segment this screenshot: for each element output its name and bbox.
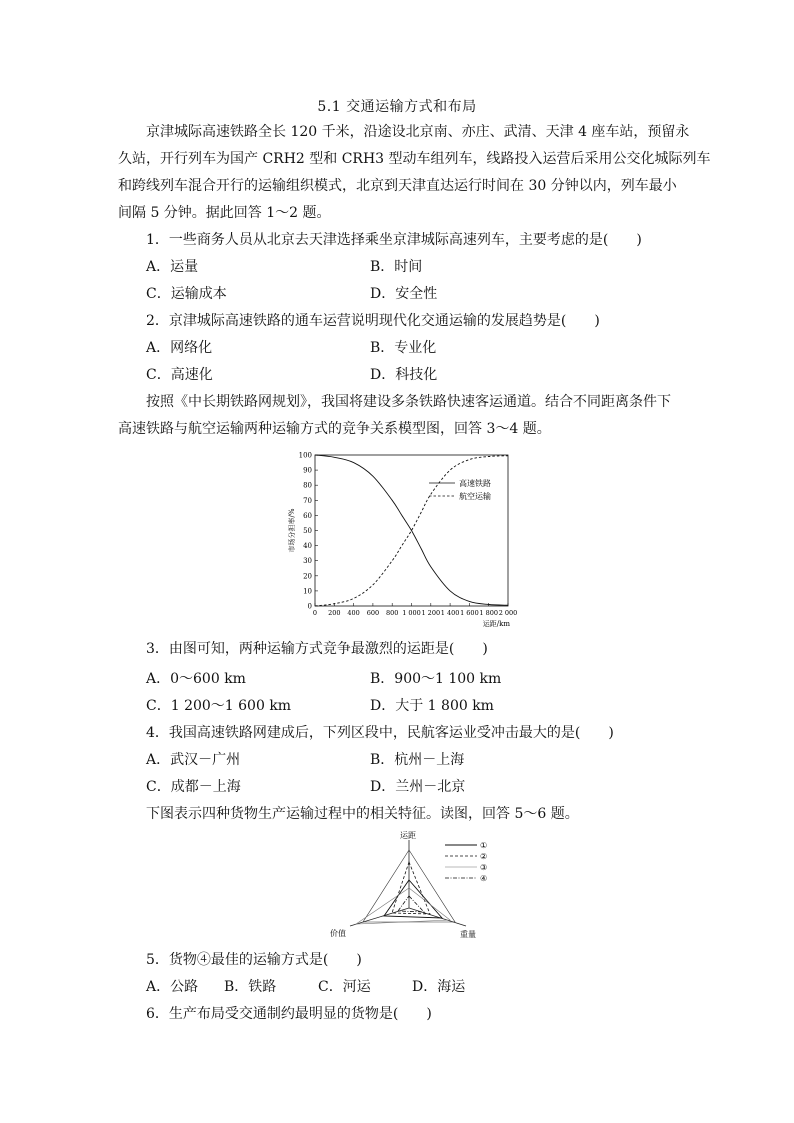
x-tick-label-4: 800 xyxy=(385,609,399,617)
question-5-option-d[interactable]: D．海运 xyxy=(412,979,466,995)
question-4-option-d[interactable]: D．兰州－北京 xyxy=(370,779,466,795)
x-tick-label-1: 200 xyxy=(328,609,341,617)
y-tick-label-100: 100 xyxy=(298,451,312,460)
x-tick-label-9: 1 800 xyxy=(479,609,499,617)
intro1-line-2: 久站，开行列车为国产 CRH2 型和 CRH3 型动车组列车，线路投入运营后采用公交化城际列车 xyxy=(118,151,711,167)
question-1-stem: 1．一些商务人员从北京去天津选择乘坐京津城际高速列车，主要考虑的是( ) xyxy=(146,232,642,248)
series-line-1 xyxy=(315,455,508,605)
x-tick-label-3: 600 xyxy=(366,609,380,617)
page-title: 5.1 交通运输方式和布局 xyxy=(317,99,477,115)
y-tick-label-50: 50 xyxy=(303,527,312,535)
y-tick-label-0: 0 xyxy=(307,602,312,611)
question-4-stem: 4．我国高速铁路网建成后，下列区段中，民航客运业受冲击最大的是( ) xyxy=(146,725,614,741)
x-tick-label-2: 400 xyxy=(347,609,360,617)
legend-label-3: ③ xyxy=(480,863,488,872)
question-2-option-a[interactable]: A．网络化 xyxy=(146,340,213,356)
x-tick-label-7: 1 400 xyxy=(440,609,460,617)
y-axis-label: 市场分担率/% xyxy=(288,508,296,553)
question-1-option-b[interactable]: B．时间 xyxy=(370,259,423,275)
y-tick-label-10: 10 xyxy=(303,587,312,596)
x-tick-label-0: 0 xyxy=(312,609,318,617)
legend-label-1: ① xyxy=(480,841,488,850)
y-tick-label-30: 30 xyxy=(303,557,312,566)
intro1-line-4: 间隔 5 分钟。据此回答 1～2 题。 xyxy=(118,205,331,221)
question-5-option-a[interactable]: A．公路 xyxy=(146,979,199,995)
y-tick-label-80: 80 xyxy=(303,481,312,490)
intro1-line-1: 京津城际高速铁路全长 120 千米，沿途设北京南、亦庄、武清、天津 4 座车站，预留永 xyxy=(146,124,690,140)
x-axis-label: 运距/km xyxy=(482,620,510,628)
axis-label-value: 价值 xyxy=(330,929,346,938)
y-tick-label-70: 70 xyxy=(303,496,312,505)
cargo-2-polygon xyxy=(392,862,430,914)
legend-label-2: 航空运输 xyxy=(459,492,491,501)
question-5-option-c[interactable]: C．河运 xyxy=(318,979,371,995)
y-tick-label-20: 20 xyxy=(303,572,312,581)
legend-label-2: ② xyxy=(480,852,488,861)
intro1-line-3: 和跨线列车混合开行的运输组织模式，北京到天津直达运行时间在 30 分钟以内，列车最小 xyxy=(118,178,677,194)
x-tick-label-8: 1 600 xyxy=(460,609,479,617)
cargo-4-polygon xyxy=(398,896,424,912)
axis-label-weight: 重量 xyxy=(460,930,476,939)
x-tick-label-6: 1 200 xyxy=(421,609,441,617)
x-tick-label-10: 2 000 xyxy=(498,609,518,617)
y-tick-label-40: 40 xyxy=(303,542,312,551)
legend-label-4: ④ xyxy=(480,874,488,883)
legend-label-1: 高速铁路 xyxy=(459,479,491,488)
question-1-option-a[interactable]: A．运量 xyxy=(146,259,199,275)
intro2-line-1: 按照《中长期铁路网规划》，我国将建设多条铁路快速客运通道。结合不同距离条件下 xyxy=(146,394,671,410)
question-4-option-a[interactable]: A．武汉－广州 xyxy=(146,752,241,768)
question-2-option-b[interactable]: B．专业化 xyxy=(370,340,437,356)
question-4-option-c[interactable]: C．成都－上海 xyxy=(146,779,241,795)
y-tick-label-60: 60 xyxy=(303,511,312,520)
question-5-stem: 5．货物④最佳的运输方式是( ) xyxy=(146,952,362,968)
question-3-option-a[interactable]: A．0～600 km xyxy=(146,671,246,687)
question-3-option-c[interactable]: C．1 200～1 600 km xyxy=(146,698,292,714)
y-tick-label-90: 90 xyxy=(303,466,312,475)
question-1-option-c[interactable]: C．运输成本 xyxy=(146,286,227,302)
question-3-stem: 3．由图可知，两种运输方式竞争最激烈的运距是( ) xyxy=(146,641,488,657)
question-4-option-b[interactable]: B．杭州－上海 xyxy=(370,752,465,768)
question-3-option-d[interactable]: D．大于 1 800 km xyxy=(370,698,494,714)
intro2-line-2: 高速铁路与航空运输两种运输方式的竞争关系模型图，回答 3～4 题。 xyxy=(118,421,551,437)
question-3-option-b[interactable]: B．900～1 100 km xyxy=(370,671,502,687)
question-2-option-c[interactable]: C．高速化 xyxy=(146,367,213,383)
x-tick-label-5: 1 000 xyxy=(402,609,421,617)
question-1-option-d[interactable]: D．安全性 xyxy=(370,286,438,302)
question-2-option-d[interactable]: D．科技化 xyxy=(370,367,438,383)
question-2-stem: 2．京津城际高速铁路的通车运营说明现代化交通运输的发展趋势是( ) xyxy=(146,313,600,329)
cargo-radar-diagram xyxy=(310,828,510,943)
question-5-option-b[interactable]: B．铁路 xyxy=(224,979,277,995)
market-share-chart xyxy=(280,448,540,633)
intro3-line: 下图表示四种货物生产运输过程中的相关特征。读图，回答 5～6 题。 xyxy=(146,806,579,822)
question-6-stem: 6．生产布局受交通制约最明显的货物是( ) xyxy=(146,1006,432,1022)
cargo-3-polygon xyxy=(356,888,450,924)
axis-label-distance: 运距 xyxy=(400,831,416,840)
